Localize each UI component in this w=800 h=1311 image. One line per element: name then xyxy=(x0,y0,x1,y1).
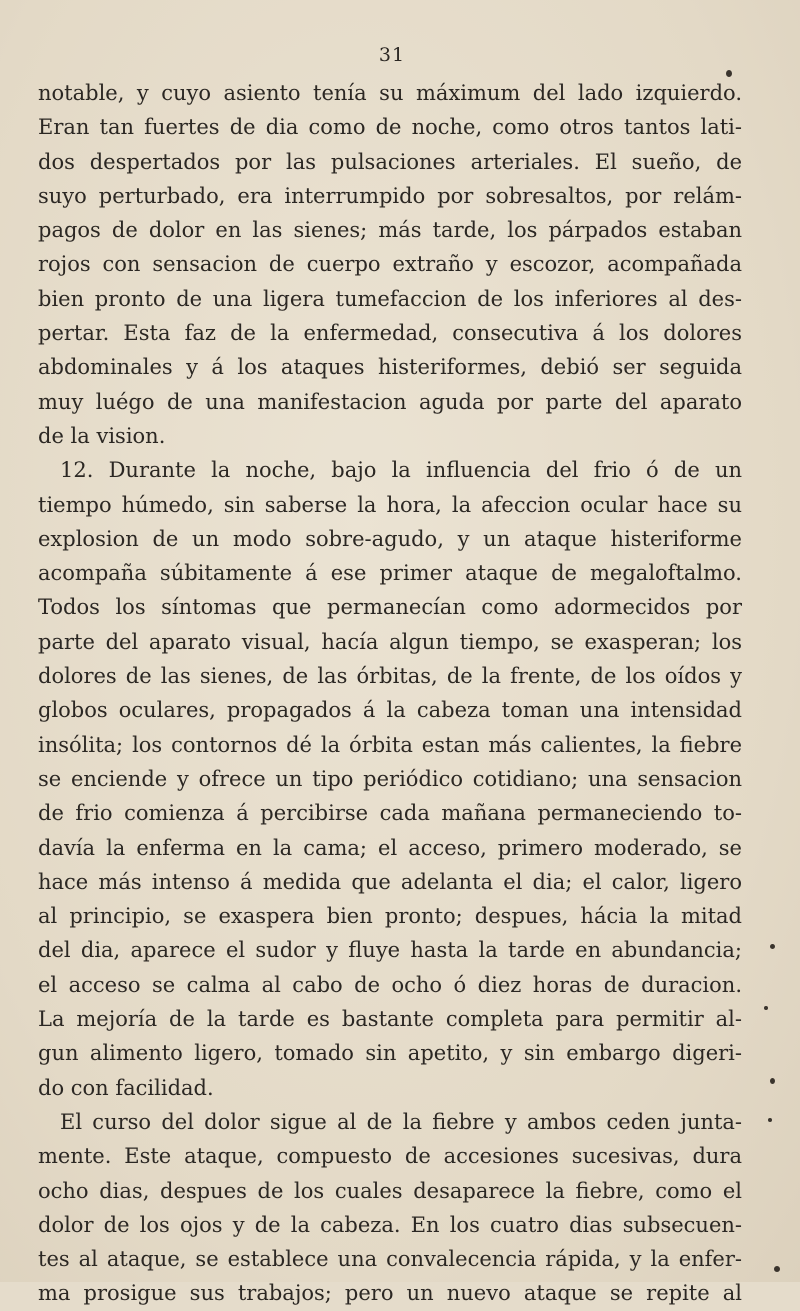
text-line: El curso del dolor sigue al de la fiebre y ambos ceden junta- xyxy=(60,1109,742,1134)
text-line: globos oculares, propagados á la cabeza toman una intensidad xyxy=(38,698,742,723)
ink-speck xyxy=(774,1266,780,1272)
ink-speck xyxy=(726,70,732,77)
text-line: del dia, aparece el sudor y fluye hasta la tarde en abundancia; xyxy=(38,938,742,963)
ink-speck xyxy=(764,1006,768,1010)
body-text xyxy=(38,76,742,1311)
text-line: ocho dias, despues de los cuales desaparece la fiebre, como el xyxy=(38,1178,742,1203)
text-line: gun alimento ligero, tomado sin apetito, y sin embargo digeri- xyxy=(38,1041,742,1066)
text-line: La mejoría de la tarde es bastante completa para permitir al- xyxy=(38,1007,742,1032)
text-line: mente. Este ataque, compuesto de accesiones sucesivas, dura xyxy=(38,1144,742,1169)
text-line: dolores de las sienes, de las órbitas, de la frente, de los oídos y xyxy=(38,664,742,689)
text-line: do con facilidad. xyxy=(38,1075,214,1100)
text-line: al principio, se exaspera bien pronto; despues, hácia la mitad xyxy=(38,904,742,929)
text-line: dolor de los ojos y de la cabeza. En los cuatro dias subsecuen- xyxy=(38,1212,742,1237)
text-line: notable, y cuyo asiento tenía su máximum del lado izquierdo. xyxy=(38,81,742,105)
text-line: dos despertados por las pulsaciones arteriales. El sueño, de xyxy=(38,149,742,174)
text-line: ma prosigue sus trabajos; pero un nuevo ataque se repite al xyxy=(38,1281,742,1306)
text-line: 12. Durante la noche, bajo la influencia del frio ó de un xyxy=(60,458,742,483)
text-line: el acceso se calma al cabo de ocho ó diez horas de duracion. xyxy=(38,972,742,997)
text-line: bien pronto de una ligera tumefaccion de los inferiores al des- xyxy=(38,286,742,311)
ink-speck xyxy=(770,1078,775,1084)
text-line: abdominales y á los ataques histeriformes, debió ser seguida xyxy=(38,355,742,380)
text-line: pertar. Esta faz de la enfermedad, consecutiva á los dolores xyxy=(38,321,742,346)
text-line: davía la enferma en la cama; el acceso, primero moderado, se xyxy=(38,835,742,860)
page-number: 31 xyxy=(378,44,406,66)
text-line: Eran tan fuertes de dia como de noche, como otros tantos lati- xyxy=(38,115,742,140)
text-line: de la vision. xyxy=(38,423,166,448)
text-line: tes al ataque, se establece una convalecencia rápida, y la enfer- xyxy=(38,1247,742,1272)
text-line: hace más intenso á medida que adelanta el dia; el calor, ligero xyxy=(38,869,742,894)
text-line: de frio comienza á percibirse cada mañana permaneciendo to- xyxy=(38,801,742,826)
ink-speck xyxy=(770,944,775,949)
text-line: suyo perturbado, era interrumpido por sobresaltos, por relám- xyxy=(38,183,742,208)
text-line: tiempo húmedo, sin saberse la hora, la afeccion ocular hace su xyxy=(38,492,742,517)
text-line: rojos con sensacion de cuerpo extraño y escozor, acompañada xyxy=(38,252,742,277)
text-line: insólita; los contornos dé la órbita estan más calientes, la fiebre xyxy=(38,732,742,757)
text-line: muy luégo de una manifestacion aguda por parte del aparato xyxy=(38,389,742,414)
text-line: acompaña súbitamente á ese primer ataque de megaloftalmo. xyxy=(38,561,742,586)
text-line: explosion de un modo sobre-agudo, y un ataque histeriforme xyxy=(38,526,742,551)
text-line: parte del aparato visual, hacía algun tiempo, se exasperan; los xyxy=(38,629,742,654)
ink-speck xyxy=(768,1118,772,1122)
text-line: se enciende y ofrece un tipo periódico cotidiano; una sensacion xyxy=(38,766,742,791)
text-line: pagos de dolor en las sienes; más tarde, los párpados estaban xyxy=(38,218,742,243)
text-line: Todos los síntomas que permanecían como adormecidos por xyxy=(38,595,742,620)
